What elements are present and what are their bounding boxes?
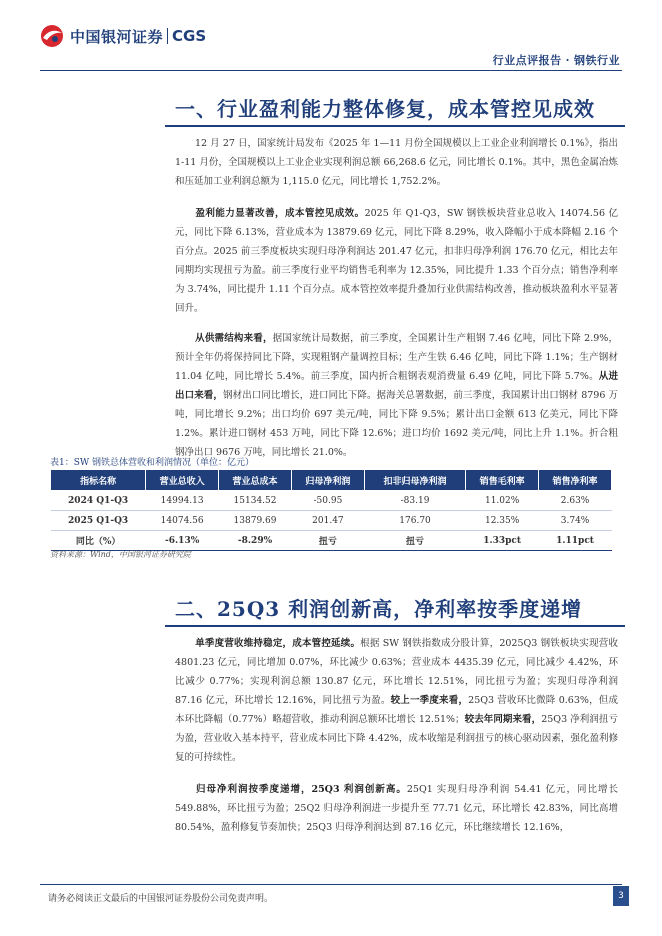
section-1-paragraph-2 — [175, 204, 618, 318]
table-row — [51, 511, 612, 531]
table-cell: 2025 Q1-Q3 — [51, 511, 146, 531]
header-cell: 营业总成本 — [219, 470, 292, 491]
page-header — [0, 0, 662, 70]
paragraph-lead: 从供需结构来看， — [195, 333, 273, 344]
company-logo — [40, 24, 206, 48]
section-2-title: 二、25Q3 利润创新高，净利率按季度递增 — [175, 597, 583, 621]
section-1-paragraph-3 — [175, 329, 618, 462]
report-type: 行业点评报告 — [492, 54, 562, 67]
paragraph-lead-2: 从进出口来看， — [175, 371, 618, 401]
table-cell: -83.19 — [364, 491, 465, 511]
galaxy-logo-icon — [40, 24, 64, 48]
table-cell: 15134.52 — [219, 491, 292, 511]
section-2-rule — [165, 625, 625, 627]
table-cell: 14994.13 — [146, 491, 219, 511]
paragraph-text-2: 钢材出口同比增长，进口同比下降。据海关总署数据，前三季度，我国累计出口钢材 8796 万吨，同比增长 9.2%；出口均价 697 美元/吨，同比下降 9.5%；累计出口金额 613 亿美元，同比下降 1.2%。累计进口钢材 453 万吨，同比下降 12.6%；进口均价 1692 美元/吨，同比上升 1.1%。折合粗钢净出口 9676 万吨，同比增长 21.0%。 — [175, 390, 618, 458]
table-source: 资料来源：Wind，中国银河证券研究院 — [50, 550, 191, 559]
table-caption: 表1：SW 钢铁总体营收和利润情况（单位：亿元） — [50, 458, 255, 468]
paragraph-lead: 归母净利润按季度递增，25Q3 利润创新高。 — [195, 784, 407, 795]
table-cell: 扭亏 — [364, 531, 465, 551]
section-1-title: 一、行业盈利能力整体修复，成本管控见成效 — [175, 97, 595, 121]
paragraph-lead-2: 较上一季度来看， — [390, 695, 469, 706]
paragraph-lead: 单季度营收维持稳定，成本管控延续。 — [195, 638, 361, 649]
paragraph-text: 2025 年 Q1-Q3，SW 钢铁板块营业总收入 14074.56 亿元，同比下降 6.13%，营业成本为 13879.69 亿元，同比下降 8.29%，收入降幅小于成本降幅 2.16 个百分点。2025 前三季度板块实现归母净利润达 201.47 亿元，扣非归母净利润 176.70 亿元，相比去年同期均实现扭亏为盈。前三季度行业平均销售毛利率为 12.35%，同比提升 1.33 个百分点；销售净利率为 3.74%，同比提升 1.11 个百分点。成本管控效率提升叠加行业供需结构改善，推动板块盈利水平显著回升。 — [175, 208, 618, 314]
header-cell: 指标名称 — [51, 470, 146, 491]
table-cell: -50.95 — [291, 491, 364, 511]
table-cell: 1.11pct — [539, 531, 612, 551]
table-header-row — [51, 470, 612, 491]
paragraph-lead: 盈利能力显著改善，成本管控见成效。 — [195, 208, 365, 219]
table-cell: 扭亏 — [291, 531, 364, 551]
header-cell: 扣非归母净利润 — [364, 470, 465, 491]
logo-divider — [167, 28, 168, 44]
table-cell: 176.70 — [364, 511, 465, 531]
footer-disclaimer: 请务必阅读正文最后的中国银河证券股份公司免责声明。 — [48, 894, 274, 904]
header-cell: 销售毛利率 — [466, 470, 539, 491]
title-separator: · — [565, 54, 570, 67]
header-cell: 销售净利率 — [539, 470, 612, 491]
paragraph-text: 据国家统计局数据，前三季度，全国累计生产粗钢 7.46 亿吨，同比下降 2.9%，预计全年仍将保持同比下降，实现粗钢产量调控目标；生产生铁 6.46 亿吨，同比下降 1.1%；生产钢材 11.04 亿吨，同比增长 5.4%。前三季度，国内折合粗钢表观消费量 6.49 亿吨，同比下降 5.7%。 — [175, 333, 618, 382]
page-number: 3 — [613, 886, 629, 906]
logo-english-name: CGS — [172, 27, 207, 45]
section-2-paragraph-1 — [175, 634, 618, 767]
footer-divider — [40, 884, 622, 885]
report-type-label — [493, 52, 620, 68]
table-cell: 201.47 — [291, 511, 364, 531]
table-cell: 2024 Q1-Q3 — [51, 491, 146, 511]
table-cell: 2.63% — [539, 491, 612, 511]
section-2-paragraph-2 — [175, 780, 618, 837]
table-cell: 14074.56 — [146, 511, 219, 531]
financial-table — [50, 469, 612, 551]
table-row-yoy — [51, 531, 612, 551]
paragraph-lead-3: 较去年同期来看， — [464, 714, 542, 725]
paragraph-text-2: 25Q3 营收环比微降 0.63%，但成本环比降幅（0.77%）略超营收，推动利润总额环比增长 12.51%； — [175, 695, 619, 725]
paragraph-text: 根据 SW 钢铁指数成分股计算，2025Q3 钢铁板块实现营收 4801.23 亿元，同比增加 0.07%，环比减少 0.63%；营业成本 4435.39 亿元，同比减少 4.42%，环比减少 0.77%；实现利润总额 130.87 亿元，环比增长 12.51%，同比扭亏为盈；实现归母净利润 87.16 亿元，环比增长 12.16%，同比扭亏为盈。 — [175, 638, 618, 706]
industry-name: 钢铁行业 — [574, 54, 620, 67]
table-cell: 同比（%） — [51, 531, 146, 551]
table-cell: 12.35% — [466, 511, 539, 531]
paragraph-text: 12 月 27 日，国家统计局发布《2025 年 1—11 月份全国规模以上工业企业利润增长 0.1%》，指出 1-11 月份，全国规模以上工业企业实现利润总额 66,268.6 亿元，同比增长 0.1%。其中，黑色金属冶炼和压延加工业利润总额为 1,115.0 亿元，同比增长 1,752.2%。 — [175, 138, 618, 187]
table-cell: -8.29% — [219, 531, 292, 551]
section-1-paragraph-1 — [175, 134, 618, 191]
paragraph-text: 25Q1 实现归母净利润 54.41 亿元，同比增长 549.88%，环比扭亏为盈；25Q2 归母净利润进一步提升至 77.71 亿元，环比增长 42.83%，同比高增 80.54%，盈利修复节奏加快；25Q3 归母净利润达到 87.16 亿元，环比继续增长 12.16%， — [175, 784, 618, 833]
paragraph-text-3: 25Q3 净利润扭亏为盈，营业收入基本持平，营业成本同比下降 4.42%，成本收缩是利润扭亏的核心驱动因素，强化盈利修复的可持续性。 — [175, 714, 618, 763]
header-cell: 营业总收入 — [146, 470, 219, 491]
header-divider — [40, 70, 622, 71]
header-cell: 归母净利润 — [291, 470, 364, 491]
table-cell: 13879.69 — [219, 511, 292, 531]
table-row — [51, 491, 612, 511]
table-cell: -6.13% — [146, 531, 219, 551]
logo-chinese-name: 中国银河证券 — [70, 27, 164, 46]
table-cell: 1.33pct — [466, 531, 539, 551]
table-cell: 3.74% — [539, 511, 612, 531]
table-cell: 11.02% — [466, 491, 539, 511]
section-1-rule — [165, 125, 625, 127]
